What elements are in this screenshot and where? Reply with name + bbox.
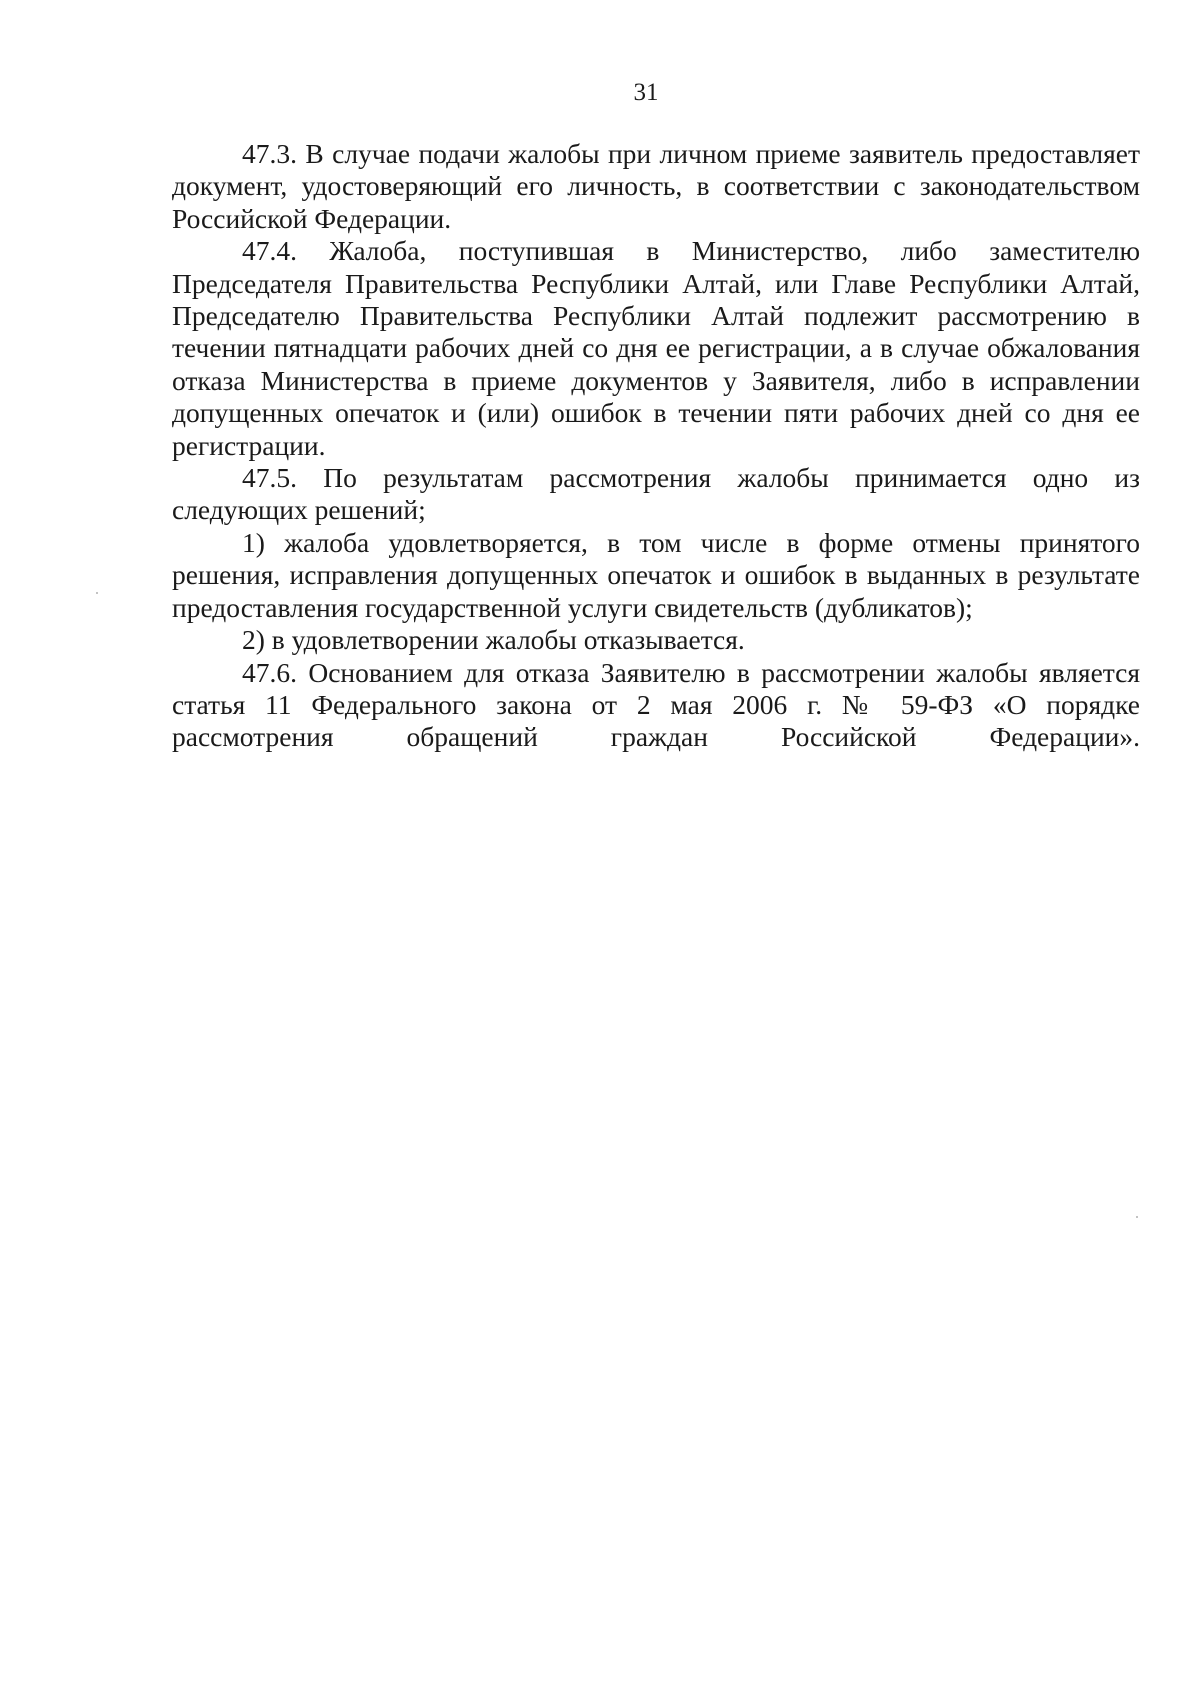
paragraph-47-4: 47.4. Жалоба, поступившая в Министерство, либо заместителю Председателя Правительства Республики Алтай, или Главе Республики Алтай, Председателю Правительства Республики Алтай подлежит рассмотрению в течении пятнадцати рабочих дней со дня ее регистрации, а в случае обжалования отказа Министерства в приеме документов у Заявителя, либо в исправлении допущенных опечаток и (или) ошибок в течении пяти рабочих дней со дня ее регистрации. xyxy=(172,235,1140,461)
list-item-2: 2) в удовлетворении жалобы отказывается. xyxy=(242,624,745,656)
list-item-1: 1) жалоба удовлетворяется, в том числе в форме отмены принятого решения, исправления допущенных опечаток и ошибок в выданных в результате предоставления государственной услуги свидетельств (дубликатов); xyxy=(172,526,1140,623)
paragraph-47-6: 47.6. Основанием для отказа Заявителю в рассмотрении жалобы является статья 11 Федерального закона от 2 мая 2006 г. № 59-ФЗ «О порядке рассмотрения обращений граждан Российской Федерации». xyxy=(172,656,1140,753)
paragraph-47-5: 47.5. По результатам рассмотрения жалобы принимается одно из следующих решений; xyxy=(172,462,1140,526)
document-body xyxy=(172,138,1140,754)
scan-speck xyxy=(1136,1216,1138,1218)
paragraph-47-3: 47.3. В случае подачи жалобы при личном приеме заявитель предоставляет документ, удостоверяющий его личность, в соответствии с законодательством Российской Федерации. xyxy=(172,138,1140,234)
page-number: 31 xyxy=(633,79,659,106)
scan-speck xyxy=(96,592,98,594)
